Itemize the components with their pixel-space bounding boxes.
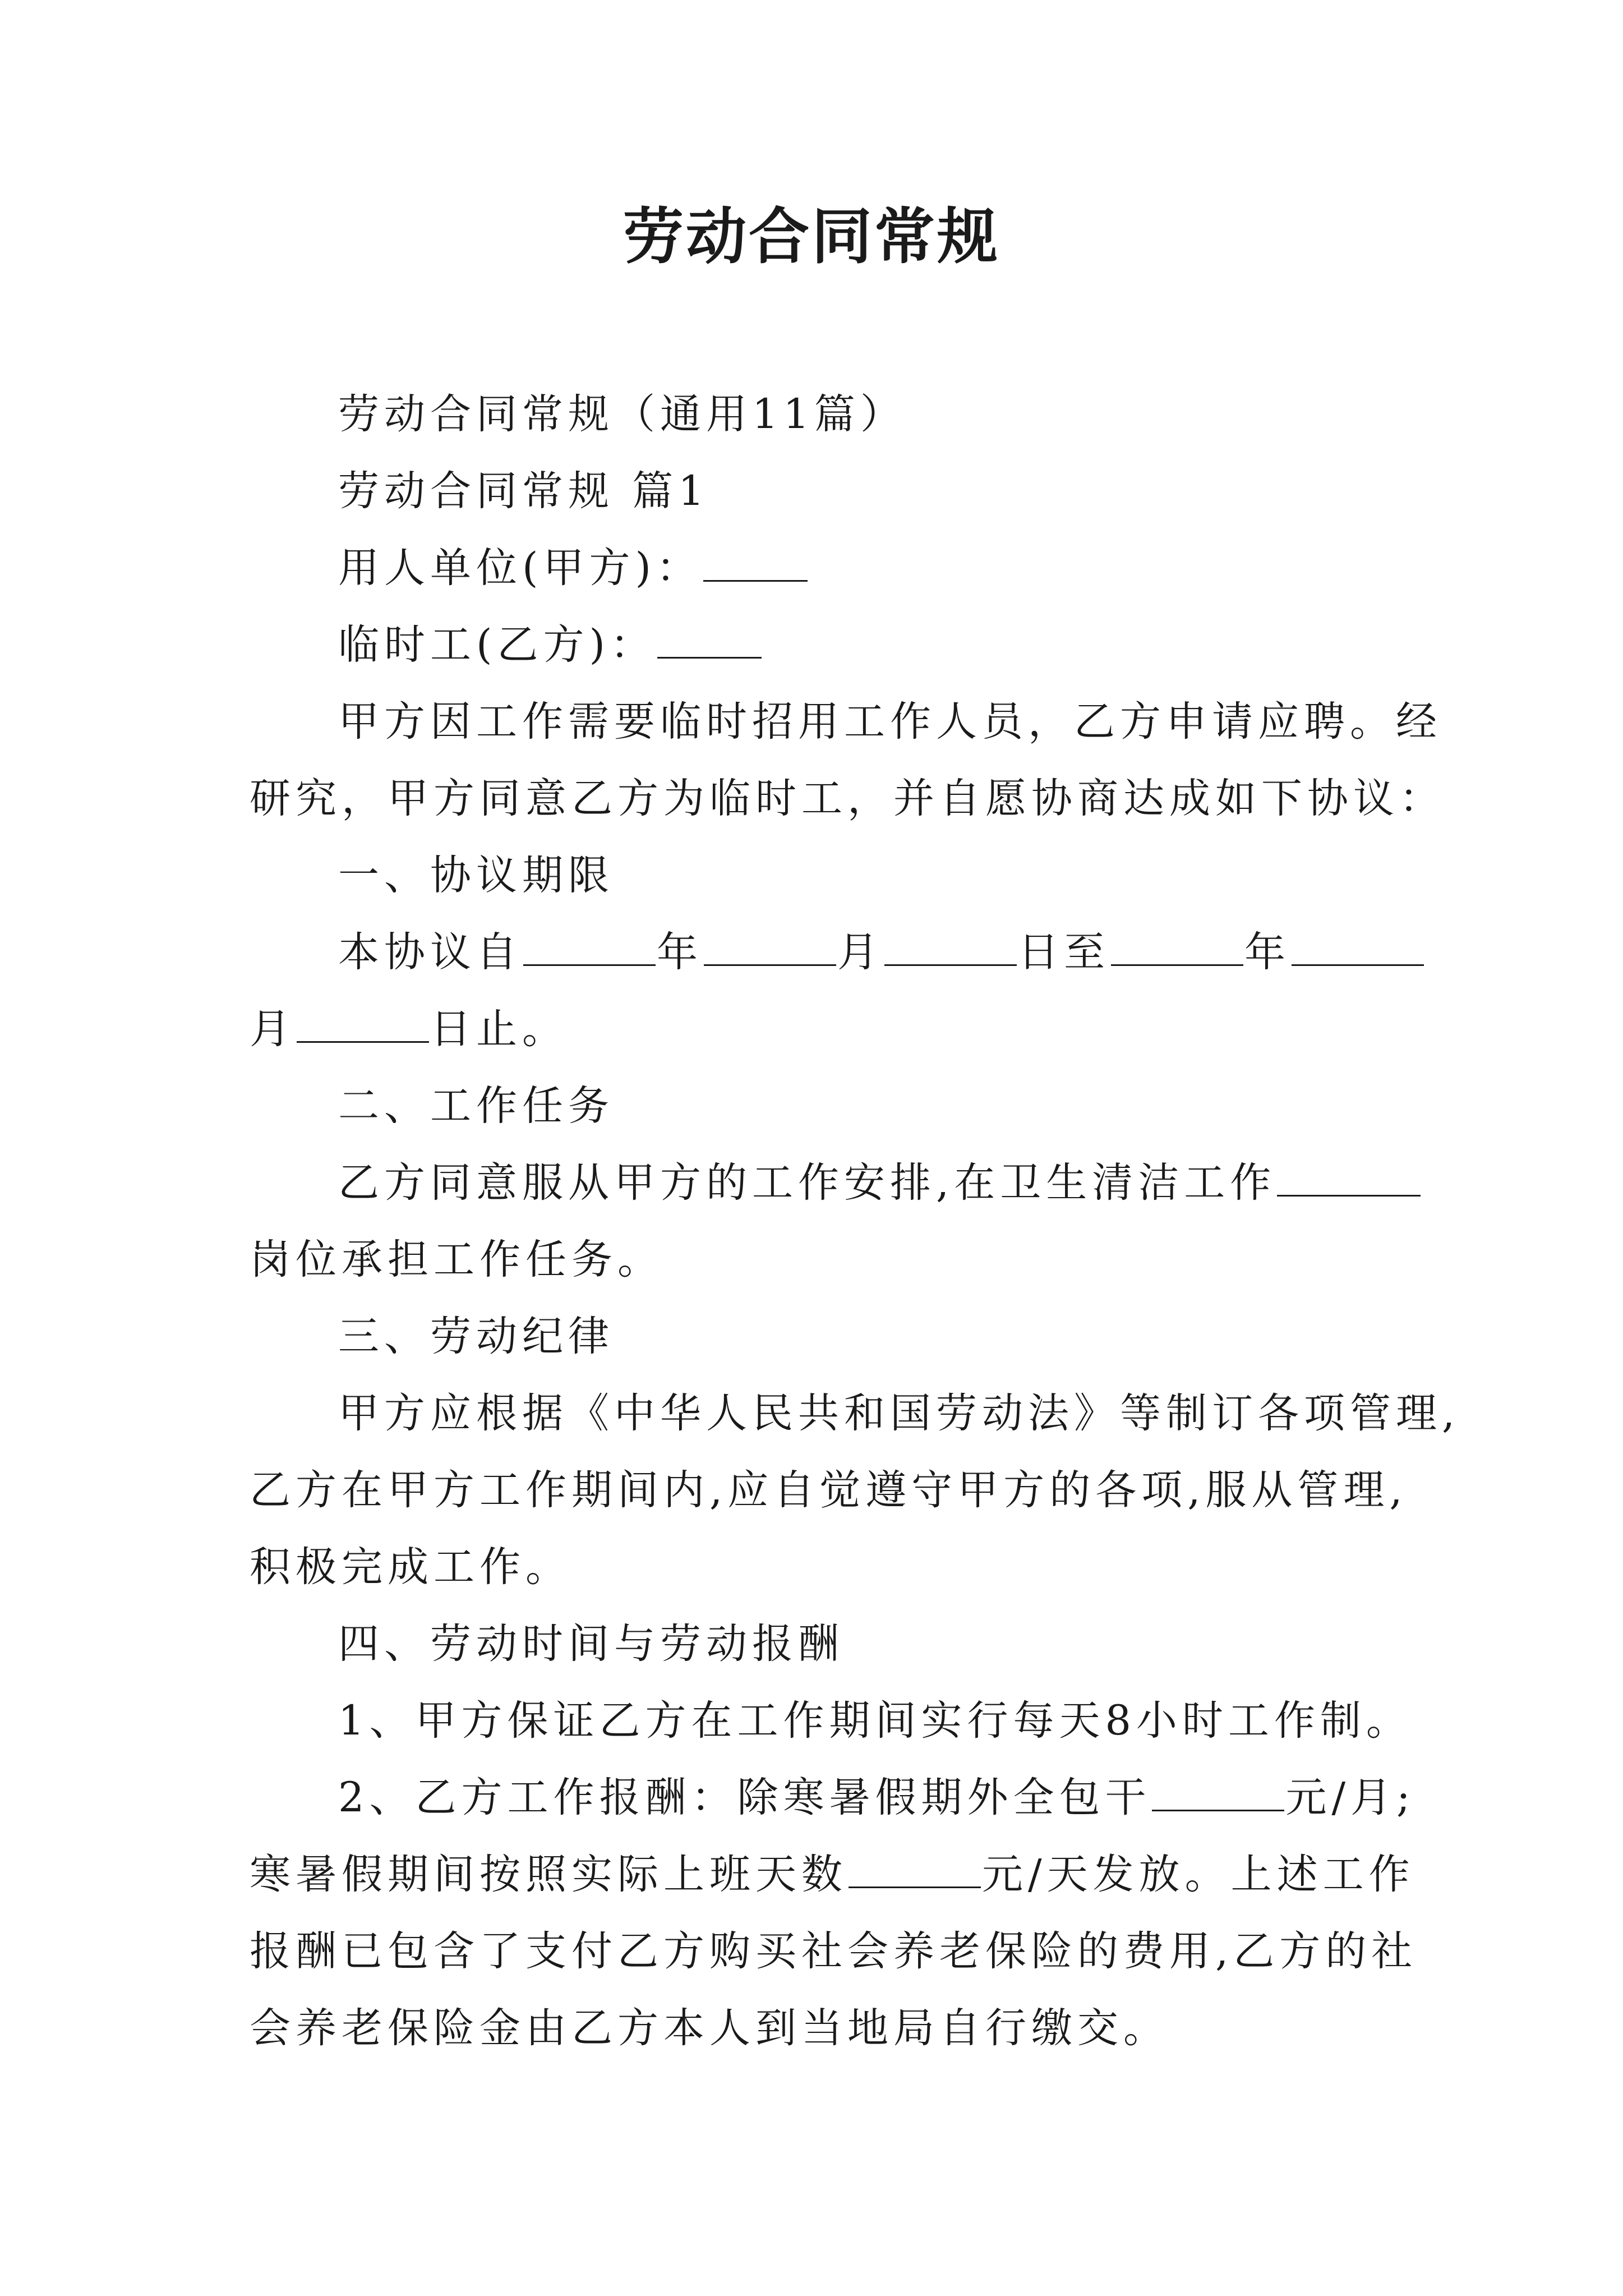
term-text: 月 — [837, 928, 883, 976]
paragraph-line: 1、甲方保证乙方在工作期间实行每天8小时工作制。 — [338, 1697, 1412, 1745]
pay-text: 元/天发放。上述工作 — [982, 1851, 1415, 1898]
start-month-blank — [704, 930, 836, 966]
temp-worker-blank — [657, 622, 762, 659]
clause-heading: 二、工作任务 — [338, 1082, 614, 1130]
pay-text: 元/月; — [1285, 1774, 1415, 1821]
temp-worker-line — [250, 606, 1380, 683]
paragraph-line: 积极完成工作。 — [250, 1543, 571, 1591]
start-day-blank — [884, 930, 1017, 966]
section-heading: 劳动合同常规 篇1 — [338, 467, 709, 515]
end-year-blank — [1111, 930, 1243, 966]
term-text: 年 — [657, 928, 703, 976]
subtitle-line: 劳动合同常规（通用11篇） — [338, 390, 906, 438]
temp-worker-label: 临时工(乙方)： — [338, 621, 656, 669]
clause-heading: 四、劳动时间与劳动报酬 — [338, 1620, 844, 1668]
pay-line — [250, 1836, 1415, 1913]
clause-heading: 三、劳动纪律 — [338, 1313, 614, 1360]
task-line — [250, 1144, 1380, 1221]
employer-blank — [703, 545, 808, 582]
paragraph-line: 甲方因工作需要临时招用工作人员，乙方申请应聘。经 — [338, 698, 1442, 746]
term-text: 年 — [1244, 928, 1290, 976]
paragraph-line: 甲方应根据《中华人民共和国劳动法》等制订各项管理, — [338, 1389, 1460, 1437]
daily-pay-blank — [849, 1852, 981, 1888]
term-line — [250, 991, 1380, 1068]
paragraph-line: 岗位承担工作任务。 — [250, 1236, 663, 1283]
pay-line — [250, 1759, 1415, 1836]
paragraph-line: 会养老保险金由乙方本人到当地局自行缴交。 — [250, 2004, 1169, 2052]
task-text: 乙方同意服从甲方的工作安排,在卫生清洁工作 — [338, 1159, 1276, 1207]
term-text: 月 — [250, 1005, 296, 1053]
term-line — [250, 914, 1380, 991]
position-blank — [1277, 1160, 1421, 1197]
employer-label: 用人单位(甲方)： — [338, 544, 702, 592]
document-body — [250, 376, 1460, 2067]
pay-text: 寒暑假期间按照实际上班天数 — [250, 1851, 847, 1898]
employer-line — [250, 530, 1380, 606]
clause-heading: 一、协议期限 — [338, 852, 614, 899]
paragraph-line: 研究，甲方同意乙方为临时工，并自愿协商达成如下协议： — [250, 775, 1445, 822]
term-text: 日止。 — [430, 1005, 568, 1053]
end-day-blank — [297, 1006, 429, 1043]
start-year-blank — [523, 930, 656, 966]
term-text: 日至 — [1018, 928, 1110, 976]
document-title: 劳动合同常规 — [623, 201, 1000, 272]
end-month-blank — [1292, 930, 1424, 966]
pay-text: 2、乙方工作报酬：除寒暑假期外全包干 — [338, 1774, 1151, 1821]
term-text: 本协议自 — [338, 928, 522, 976]
monthly-pay-blank — [1152, 1775, 1284, 1811]
paragraph-line: 报酬已包含了支付乙方购买社会养老保险的费用,乙方的社 — [250, 1927, 1418, 1975]
paragraph-line: 乙方在甲方工作期间内,应自觉遵守甲方的各项,服从管理, — [250, 1466, 1408, 1514]
